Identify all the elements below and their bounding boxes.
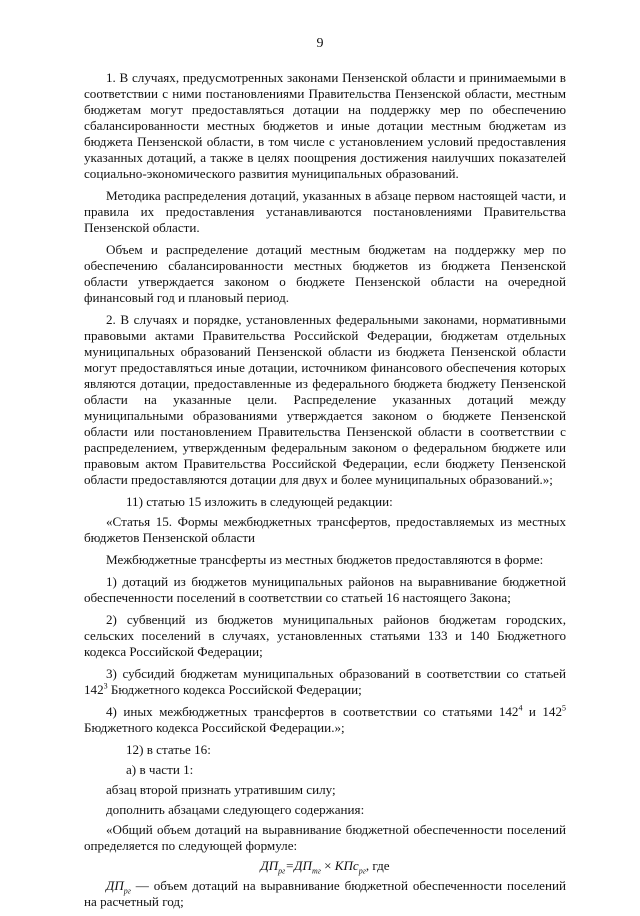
formula-lhs-sub: рг (278, 866, 286, 876)
formula (84, 858, 566, 874)
paragraph-9: 2) субвенций из бюджетов муниципальных районов бюджетам городских, сельских поселений в случаях, установленных статьями 133 и 140 Бюджетного кодекса Российской Федерации; (84, 612, 566, 659)
definition-text: — объем дотаций на выравнивание бюджетной обеспеченности поселений на расчетный год; (84, 878, 566, 909)
paragraph-1: 1. В случаях, предусмотренных законами Пензенской области и принимаемыми в соответствии с ними постановлениями Правительства Пензенской области, местным бюджетам могут предоставляться дотации на поддержку мер по обеспечению сбалансированности местных бюджетов и иные дотации местным бюджетам из бюджета Пензенской области, в том числе с установлением условий предоставления указанных дотаций, а также в целях поощрения достижения наилучших показателей социально-экономического развития муниципальных образований. (84, 70, 566, 181)
paragraph-14: абзац второй признать утратившим силу; (106, 782, 336, 797)
formula-term-1: ДП (294, 858, 312, 873)
paragraph-article-15-title: «Статья 15. Формы межбюджетных трансфертов, предоставляемых из местных бюджетов Пензенской области (84, 514, 566, 545)
paragraph-11 (84, 704, 566, 736)
paragraph-11-sup-1: 4 (518, 703, 523, 713)
document-body (84, 70, 566, 916)
paragraph-11-text-b: Бюджетного кодекса Российской Федерации.»; (84, 720, 345, 735)
definition-term: ДП (106, 878, 124, 893)
formula-term-2: КПс (334, 858, 359, 873)
paragraph-item-11: 11) статью 15 изложить в следующей редакции: (126, 494, 393, 509)
paragraph-2: Методика распределения дотаций, указанных в абзаце первом настоящей части, и правила их предоставления устанавливаются постановлениями Правительства Пензенской области. (84, 188, 566, 235)
formula-term-2-sub: рг (358, 866, 366, 876)
paragraph-16: «Общий объем дотаций на выравнивание бюджетной обеспеченности поселений определяется по следующей формуле: (84, 822, 566, 853)
paragraph-11-sup-2: 5 (562, 703, 566, 713)
formula-equals: = (285, 858, 295, 873)
paragraph-10-sup: 3 (103, 681, 108, 691)
paragraph-7: Межбюджетные трансферты из местных бюджетов предоставляются в форме: (106, 552, 544, 567)
formula-lhs: ДП (260, 858, 279, 873)
paragraph-subitem-a: а) в части 1: (126, 762, 194, 777)
paragraph-11-text-mid: и 142 (522, 704, 562, 719)
paragraph-item-12: 12) в статье 16: (126, 742, 211, 757)
paragraph-11-text-a: 4) иных межбюджетных трансфертов в соответствии со статьями 142 (106, 704, 519, 719)
formula-tail: , где (365, 858, 390, 873)
definition-paragraph (84, 878, 566, 910)
paragraph-10-text-b: Бюджетного кодекса Российской Федерации; (107, 682, 362, 697)
paragraph-10-text-a: 3) субсидий бюджетам муниципальных образований в соответствии со статьей 142 (84, 666, 566, 697)
paragraph-4: 2. В случаях и порядке, установленных федеральными законами, нормативными правовыми актами Правительства Российской Федерации, бюджетам отдельных муниципальных образований Пензенской области из бюджета Пензенской области могут предоставляться иные дотации, источником финансового обеспечения которых являются дотации, предоставленные из федерального бюджета бюджету Пензенской области на указанные цели. Распределение указанных дотаций между муниципальными образованиями утверждается законом о бюджете Пензенской области или постановлением Правительства Пензенской области в соответствии с распределением, утвержденным федеральным законом о федеральном бюджете или правовым актом Правительства Российской Федерации, если бюджету Пензенской области предоставляются дотации для двух и более муниципальных образований.»; (84, 312, 566, 487)
formula-term-1-sub: тг (311, 866, 321, 876)
formula-times: × (320, 858, 335, 873)
page-number: 9 (316, 36, 324, 51)
paragraph-3: Объем и распределение дотаций местным бюджетам на поддержку мер по обеспечению сбалансированности местных бюджетов из бюджета Пензенской области утверждается законом о бюджете Пензенской области на очередной финансовый год и плановый период. (84, 242, 566, 305)
paragraph-15: дополнить абзацами следующего содержания: (106, 802, 365, 817)
paragraph-10 (84, 666, 566, 698)
paragraph-8: 1) дотаций из бюджетов муниципальных районов на выравнивание бюджетной обеспеченности поселений в соответствии со статьей 16 настоящего Закона; (84, 574, 566, 605)
definition-term-sub: рг (123, 886, 131, 896)
